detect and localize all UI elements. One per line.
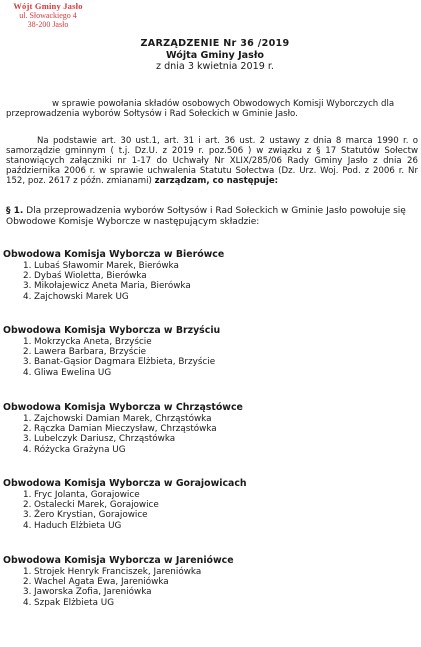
- member-text: Wachel Agata Ewa, Jareniówka: [34, 577, 169, 588]
- member-text: Mokrzycka Aneta, Brzyście: [34, 337, 152, 347]
- stamp-line-1: Wójt Gminy Jasło: [13, 1, 83, 11]
- member-list: [3, 567, 418, 608]
- member-item: [23, 500, 418, 510]
- member-item: [23, 567, 418, 577]
- member-item: [23, 490, 418, 500]
- member-number: 1.: [23, 261, 32, 271]
- commission-title: Obwodowa Komisja Wyborcza w Gorajowicach: [3, 478, 247, 489]
- member-text: Lawera Barbara, Brzyście: [34, 347, 147, 358]
- member-number: 4.: [23, 291, 32, 302]
- legal-basis-text: Na podstawie art. 30 ust.1, art. 31 i art. 36 ust. 2 ustawy z dnia 8 marca 1990 r. o samorządzie gminnym ( t.j. Dz.U. z 2019 r. poz.506 ) w związku z § 17 Statutów Sołectw stanowiących załączniki nr 1-17 do Uchwały Nr XLIX/285/06 Rady Gminy Jasło z dnia 26 października 2006 r. w sprawie uchwalenia Statutu Sołectwa (Dz. Urz. Woj. Pod. z 2006 r. Nr 152, poz. 2617 z późn. zmianami): [6, 136, 418, 186]
- legal-basis-decree: zarządzam, co następuje:: [154, 176, 279, 186]
- member-text: Rączka Damian Mieczysław, Chrząstówka: [34, 424, 217, 435]
- member-item: [23, 292, 418, 302]
- member-text: Jaworska Zofia, Jareniówka: [34, 587, 152, 598]
- member-text: Żero Krystian, Gorajowice: [34, 510, 148, 521]
- member-item: [23, 587, 418, 597]
- member-item: [23, 261, 418, 271]
- paragraph-1-text: Dla przeprowadzenia wyborów Sołtysów i Rad Sołeckich w Gminie Jasło powołuje się Obwodowe Komisje Wyborcze w następującym składzie:: [6, 206, 406, 227]
- commission-title: Obwodowa Komisja Wyborcza w Brzyściu: [3, 325, 221, 336]
- member-number: 2.: [23, 271, 32, 282]
- paragraph-1: [6, 206, 418, 228]
- member-number: 3.: [23, 434, 32, 445]
- legal-basis-paragraph: [6, 136, 418, 186]
- commission-gorajowice: [3, 478, 418, 531]
- document-header: [110, 38, 320, 73]
- member-number: 1.: [23, 337, 32, 347]
- member-text: Różycka Grażyna UG: [34, 444, 126, 455]
- member-number: 4.: [23, 597, 32, 608]
- office-stamp: [2, 2, 94, 29]
- member-text: Lubelczyk Dariusz, Chrząstówka: [34, 434, 176, 445]
- commission-title: Obwodowa Komisja Wyborcza w Chrząstówce: [3, 402, 243, 413]
- member-text: Banat-Gąsior Dagmara Elżbieta, Brzyście: [34, 357, 216, 368]
- member-item: [23, 281, 418, 291]
- commission-title: Obwodowa Komisja Wyborcza w Bierówce: [3, 249, 225, 260]
- member-text: Haduch Elżbieta UG: [34, 520, 122, 531]
- subject-paragraph: w sprawie powołania składów osobowych Obwodowych Komisji Wyborczych dla przeprowadzenia wyborów Sołtysów i Rad Sołeckich w Gminie Jasło.: [6, 99, 395, 119]
- member-number: 2.: [23, 347, 32, 358]
- member-text: Gliwa Ewelina UG: [34, 367, 112, 378]
- member-text: Mikołajewicz Aneta Maria, Bierówka: [34, 281, 191, 292]
- member-item: [23, 347, 418, 357]
- member-number: 1.: [23, 490, 32, 500]
- commission-jareniowka: [3, 555, 418, 608]
- member-item: [23, 271, 418, 281]
- document-date: z dnia 3 kwietnia 2019 r.: [156, 61, 274, 72]
- member-text: Szpak Elżbieta UG: [34, 597, 115, 608]
- member-text: Zajchowski Damian Marek, Chrząstówka: [34, 414, 212, 424]
- member-item: [23, 521, 418, 531]
- member-list: [3, 414, 418, 455]
- member-number: 2.: [23, 424, 32, 435]
- member-text: Dybaś Wioletta, Bierówka: [34, 271, 147, 282]
- member-item: [23, 598, 418, 608]
- member-number: 3.: [23, 357, 32, 368]
- member-number: 4.: [23, 520, 32, 531]
- member-number: 4.: [23, 367, 32, 378]
- stamp-line-2: ul. Słowackiego 4: [19, 11, 77, 20]
- member-item: [23, 357, 418, 367]
- member-item: [23, 337, 418, 347]
- commission-title: Obwodowa Komisja Wyborcza w Jareniówce: [3, 555, 234, 566]
- member-number: 3.: [23, 587, 32, 598]
- member-item: [23, 510, 418, 520]
- member-number: 4.: [23, 444, 32, 455]
- commission-brzyscie: [3, 325, 418, 378]
- member-list: [3, 337, 418, 378]
- member-list: [3, 261, 418, 302]
- document-issuer: Wójta Gminy Jasło: [165, 49, 264, 61]
- member-item: [23, 434, 418, 444]
- member-number: 1.: [23, 567, 32, 577]
- member-text: Lubaś Sławomir Marek, Bierówka: [34, 261, 179, 271]
- stamp-line-3: 38-200 Jasło: [27, 20, 69, 29]
- paragraph-1-label: § 1.: [6, 206, 24, 216]
- member-item: [23, 577, 418, 587]
- member-text: Zajchowski Marek UG: [34, 291, 129, 302]
- member-item: [23, 445, 418, 455]
- member-number: 2.: [23, 577, 32, 588]
- member-list: [3, 490, 418, 531]
- member-number: 1.: [23, 414, 32, 424]
- member-number: 3.: [23, 510, 32, 521]
- commission-bierowka: [3, 249, 418, 302]
- member-item: [23, 424, 418, 434]
- member-text: Ostalecki Marek, Gorajowice: [34, 500, 159, 511]
- member-text: Strojek Henryk Franciszek, Jareniówka: [34, 567, 202, 577]
- document-title: ZARZĄDZENIE Nr 36 /2019: [140, 38, 290, 49]
- commission-chrzastowka: [3, 402, 418, 455]
- member-number: 3.: [23, 281, 32, 292]
- member-item: [23, 368, 418, 378]
- member-number: 2.: [23, 500, 32, 511]
- member-text: Fryc Jolanta, Gorajowice: [34, 490, 140, 500]
- member-item: [23, 414, 418, 424]
